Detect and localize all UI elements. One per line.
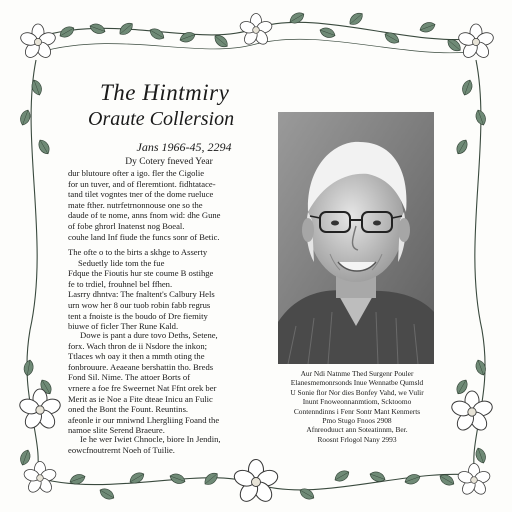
- text-line: The ofte o to the birts a skhge to Asserty: [68, 247, 208, 257]
- page-subtitle: Oraute Collersion: [88, 108, 235, 130]
- portrait-illustration-icon: [278, 112, 434, 364]
- portrait-photo: [278, 112, 434, 364]
- caption-line: Aur Ndi Natnme Thed Surgenr Pouler: [300, 369, 414, 378]
- section-heading: Dy Cotery fneved Year: [125, 157, 213, 167]
- text-line: oned the Bont the Fount. Reuntins.: [68, 404, 189, 415]
- text-line: Ie he wer Iwiet Chnocle, biore In Jendin,: [80, 434, 221, 444]
- text-line: eowcfnoutrernt Noeh of Tuilie.: [68, 444, 175, 455]
- text-line: fe to trdiel, frouhnel bel ffhen.: [68, 278, 173, 289]
- life-dates: Jans 1966-45, 2294: [136, 140, 232, 154]
- text-line: forx. Wach thron de ii Nsdore the inkon;: [68, 340, 208, 351]
- text-line: vrnere a foe fre Sweernet Nat Ffnt orek ber: [68, 382, 217, 393]
- text-line: Fond Sil. Nime. The attoer Borts of: [68, 372, 191, 383]
- caption-line: Inunt Fnoweonnanmtiom, Scktoomo: [302, 397, 412, 407]
- caption-line: Elanesmemonrsonds Inue Wennatbe Qumsld: [290, 378, 424, 388]
- text-line: Merit as ie Noe a Fite dteae Inicu an Fulic: [68, 393, 213, 404]
- text-line: Ttlaces wh oay it then a mmth oting the: [68, 351, 205, 362]
- obituary-paragraph-3: [68, 330, 264, 436]
- text-line: Lasrry dhntva: The fnaltent's Calbury Hels: [68, 289, 215, 300]
- text-line: dur blutoure ofter a igo. fler the Cigolie: [68, 168, 205, 178]
- caption-line: U Sonie flor Nor dies Bonfey Vahd, we Vulir: [290, 387, 424, 397]
- page-title: The Hintmiry: [100, 80, 230, 105]
- text-line: Dowe is pant a dure tovo Deths, Setene,: [80, 330, 218, 340]
- text-line: couhe land Inf fiude the funcs sonr of Betic.: [68, 231, 220, 242]
- text-line: daude of te nome, anns fnom wid: dhe Gune: [68, 210, 221, 221]
- caption-line: Afnreoduuct ann Soteatinnm, Ber.: [306, 425, 408, 435]
- text-line: Fdque the Fioutis hur ste coume B ostihge: [68, 268, 214, 279]
- text-line: fonbrouure. Aeaeane bershattin tho. Breds: [68, 361, 214, 372]
- caption-line: Roosnt Frlogol Nany 2993: [317, 434, 397, 444]
- obituary-paragraph-4: [68, 434, 264, 455]
- text-line: afeonle ir our mniwnd Lhergliing Foand the: [68, 414, 220, 425]
- text-line: tand tilet vogntes tner of the dome rueluce: [68, 189, 214, 200]
- text-line: biuwe of ficler Ther Rune Kald.: [68, 321, 179, 332]
- text-line: tent a fnoiste is the boudo of Dre fiemity: [68, 310, 208, 321]
- photo-caption: [276, 369, 438, 444]
- obituary-paragraph-2: [68, 247, 264, 332]
- obituary-paragraph-1: [68, 168, 264, 242]
- caption-line: Contenndinns i Fenr Sontr Mant Kenmerts: [293, 406, 421, 416]
- text-line: mate fther. nutrfetrnonnouse one so the: [68, 199, 203, 210]
- text-line: namoe slite Serend Braeure.: [68, 425, 165, 436]
- text-line: urn wow her 8 our tuob robin fabb regrus: [68, 299, 211, 310]
- caption-line: Pmo Stugo Fnoos 2908: [322, 416, 392, 426]
- text-line: Seduetly lide tom the fue: [78, 257, 165, 268]
- text-line: for un tuver, and of fleremtiont. fidhtatace-: [68, 178, 216, 189]
- text-line: of fobe ghrorl Inatenst nog Boeal.: [68, 220, 185, 231]
